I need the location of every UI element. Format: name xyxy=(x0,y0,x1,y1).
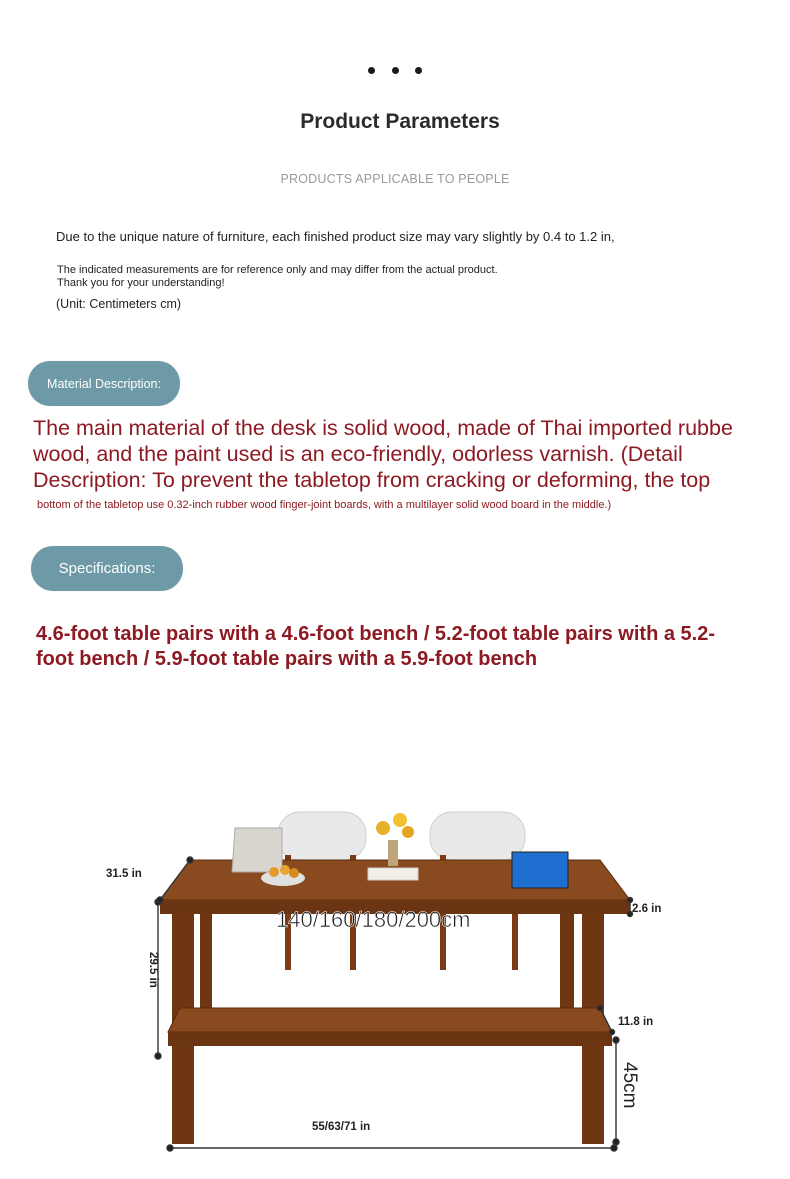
bench-top xyxy=(168,1008,612,1032)
reference-note: The indicated measurements are for reference only and may differ from the actual product. Thank you for your understanding! xyxy=(57,264,498,289)
book-icon xyxy=(368,868,418,880)
page-title: Product Parameters xyxy=(300,110,500,133)
bench-leg-left xyxy=(176,1046,192,1140)
size-variation-note: Due to the unique nature of furniture, each finished product size may vary slightly by 0.4 to 1.2 in, xyxy=(56,229,615,244)
material-description-badge: Material Description: xyxy=(28,361,180,406)
table-dimension-diagram xyxy=(0,790,790,1170)
bench-depth-label: 11.8 in xyxy=(618,1016,654,1028)
laptop-icon xyxy=(232,828,282,872)
table-length-label: 140/160/180/200cm xyxy=(276,907,471,932)
material-line-1: The main material of the desk is solid wood, made of Thai imported rubbe xyxy=(33,416,733,440)
flower-vase-icon xyxy=(376,813,414,866)
material-line-2: wood, and the paint used is an eco-friendly, odorless varnish. (Detail xyxy=(33,442,683,466)
ellipsis-dots-icon xyxy=(364,64,428,78)
bench-length-label: 55/63/71 in xyxy=(312,1121,371,1133)
bench-leg-right xyxy=(584,1046,600,1140)
specifications-badge: Specifications: xyxy=(31,546,183,591)
specifications-text: 4.6-foot table pairs with a 4.6-foot bench / 5.2-foot table pairs with a 5.2-foot bench / 5.9-foot table pairs with a 5.9-foot bench xyxy=(36,623,715,670)
material-description-text xyxy=(33,415,790,493)
bench-height-label: 45cm xyxy=(619,1062,640,1109)
table-thickness-label: 2.6 in xyxy=(632,903,662,915)
material-detail-text: bottom of the tabletop use 0.32-inch rubber wood finger-joint boards, with a multilayer solid wood board in the middle.) xyxy=(37,499,612,511)
page-subtitle: PRODUCTS APPLICABLE TO PEOPLE xyxy=(280,172,510,186)
bench-edge xyxy=(168,1032,612,1046)
material-line-3: Description: To prevent the tabletop from cracking or deforming, the top xyxy=(33,468,711,492)
table-depth-label: 31.5 in xyxy=(106,868,142,880)
table-height-label: 29.5 in xyxy=(147,952,159,988)
tablet-icon xyxy=(512,852,568,888)
unit-note: (Unit: Centimeters cm) xyxy=(56,297,182,311)
